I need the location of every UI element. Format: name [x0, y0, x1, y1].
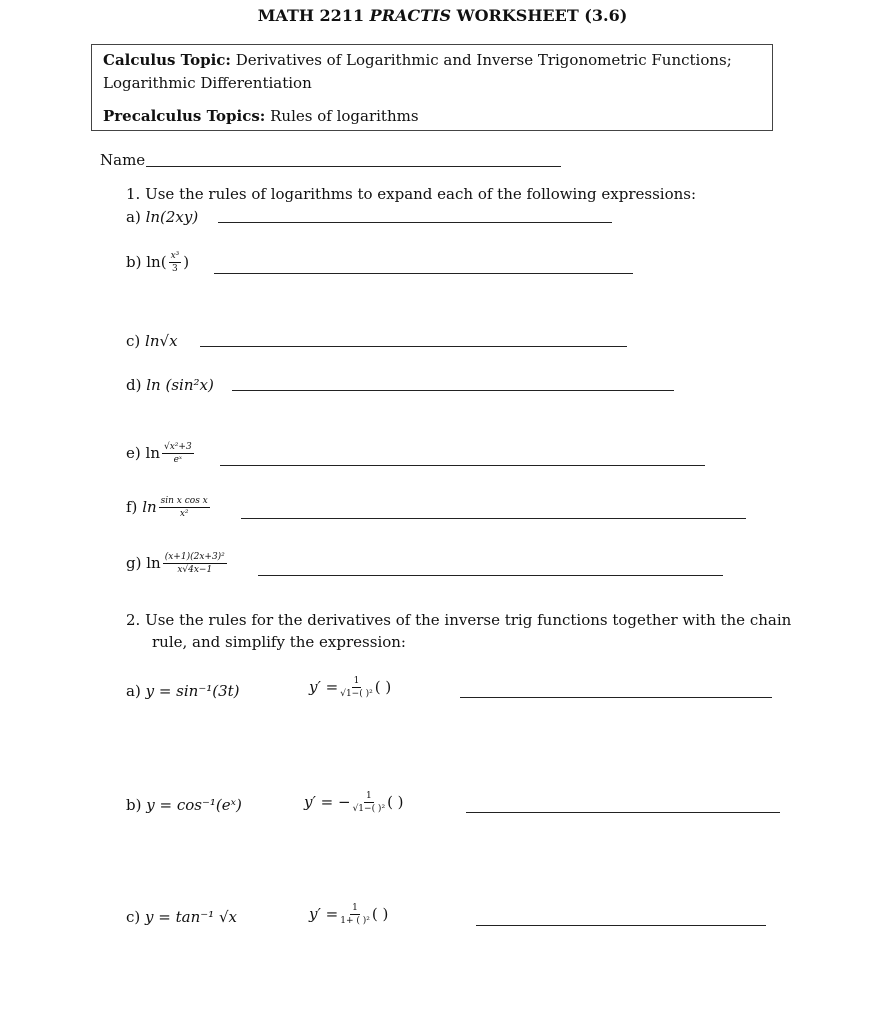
- name-answer-line[interactable]: [146, 166, 561, 167]
- title-prefix: MATH 2211: [257, 6, 370, 25]
- q1e-ln: ln: [145, 444, 160, 462]
- q2a-func-expr: y = sin⁻¹(3t): [145, 682, 240, 700]
- q1c-expr: ln√x: [145, 332, 178, 350]
- q1f-num: sin x cos x: [160, 496, 208, 506]
- q1b-close: ): [183, 253, 190, 271]
- q2a-answer-line[interactable]: [460, 697, 772, 698]
- q2b-fraction: [353, 792, 386, 814]
- q2c-lhs: y′ =: [309, 905, 339, 923]
- q2c-answer-line[interactable]: [476, 925, 766, 926]
- q2b-label: b): [126, 796, 142, 814]
- q1e-label: e): [126, 444, 141, 462]
- q1g-ln: ln: [146, 554, 161, 572]
- q1f-ln: ln: [142, 498, 157, 516]
- q2c-derivative: [309, 904, 388, 926]
- q1f: [126, 497, 212, 519]
- q1a-answer-line[interactable]: [218, 222, 612, 223]
- q1e-num: √x²+3: [163, 442, 192, 452]
- q1b-fraction: [169, 252, 182, 274]
- q1d-answer-line[interactable]: [232, 390, 674, 391]
- q2c-func-expr: y = tan⁻¹ √x: [145, 908, 237, 926]
- q1g-den: x√4x−1: [177, 565, 213, 575]
- q2b-derivative: [304, 792, 404, 814]
- q1e-fraction: [162, 443, 194, 465]
- q2a-derivative: [309, 677, 391, 699]
- q2-prompt-1: 2. Use the rules for the derivatives of the inverse trig functions together with the chain: [126, 611, 792, 629]
- q1a-label: a): [126, 208, 141, 226]
- q1e-den: eˣ: [173, 455, 183, 465]
- worksheet-title: [0, 6, 885, 25]
- q1d: [126, 376, 214, 394]
- q1b-label: b): [126, 253, 142, 271]
- q2b-lhs: y′ = −: [304, 793, 351, 811]
- title-suffix: WORKSHEET (3.6): [451, 6, 628, 25]
- precalc-topic-line: [103, 107, 419, 125]
- q2c-num: 1: [352, 903, 358, 913]
- calc-topic-line: [103, 51, 732, 69]
- q1f-label: f): [126, 498, 138, 516]
- q1c: [126, 332, 178, 350]
- q2a-tail: ( ): [374, 678, 392, 696]
- q1b-num: x³: [170, 251, 180, 261]
- q2b-num: 1: [365, 791, 372, 801]
- q1c-answer-line[interactable]: [200, 346, 627, 347]
- q2a-func: [126, 682, 240, 700]
- q2b-den: √1−( )²: [352, 804, 386, 814]
- title-italic: PRACTIS: [369, 6, 452, 25]
- q1f-answer-line[interactable]: [241, 518, 746, 519]
- q2c-func: [126, 908, 237, 926]
- q2c-label: c): [126, 908, 141, 926]
- q1g-fraction: [163, 553, 227, 575]
- q1g-label: g): [126, 554, 142, 572]
- q1b-den: 3: [172, 264, 178, 274]
- q1e-answer-line[interactable]: [220, 465, 705, 466]
- q2b-func: [126, 796, 242, 814]
- q2a-label: a): [126, 682, 141, 700]
- q1a: [126, 208, 198, 226]
- q1b-answer-line[interactable]: [214, 273, 633, 274]
- precalc-topic-text: Rules of logarithms: [270, 107, 419, 125]
- q2b-func-expr: y = cos⁻¹(eˣ): [146, 796, 242, 814]
- precalc-topic-label: Precalculus Topics:: [103, 107, 266, 125]
- q1d-label: d): [126, 376, 142, 394]
- q1b-ln: ln(: [146, 253, 167, 271]
- q1a-expr: ln(2xy): [145, 208, 199, 226]
- q1d-expr: ln (sin²x): [146, 376, 214, 394]
- q2c-den: 1+ ( )²: [340, 916, 370, 926]
- q2a-fraction: [340, 677, 373, 699]
- topics-box: [91, 44, 773, 131]
- q1-prompt: 1. Use the rules of logarithms to expand each of the following expressions:: [126, 185, 697, 203]
- calc-topic-label: Calculus Topic:: [103, 51, 231, 69]
- q2-prompt-2: rule, and simplify the expression:: [152, 633, 406, 651]
- q2b-tail: ( ): [387, 793, 404, 811]
- q2a-den: √1−( )²: [340, 689, 373, 699]
- q2a-lhs: y′ =: [309, 678, 339, 696]
- q1f-den: x²: [179, 509, 189, 519]
- name-label: Name: [100, 151, 146, 169]
- calc-topic-text-2: Logarithmic Differentiation: [103, 74, 312, 92]
- q2b-answer-line[interactable]: [466, 812, 780, 813]
- q2c-tail: ( ): [371, 905, 389, 923]
- calc-topic-text-1: Derivatives of Logarithmic and Inverse Trigonometric Functions;: [235, 51, 732, 69]
- q1g-answer-line[interactable]: [258, 575, 723, 576]
- q1f-fraction: [159, 497, 210, 519]
- q2a-num: 1: [353, 676, 360, 686]
- q1b: [126, 252, 189, 274]
- q1g: [126, 553, 229, 575]
- q2c-fraction: [340, 904, 370, 926]
- q1g-num: (x+1)(2x+3)²: [164, 552, 225, 562]
- q1c-label: c): [126, 332, 141, 350]
- q1e: [126, 443, 196, 465]
